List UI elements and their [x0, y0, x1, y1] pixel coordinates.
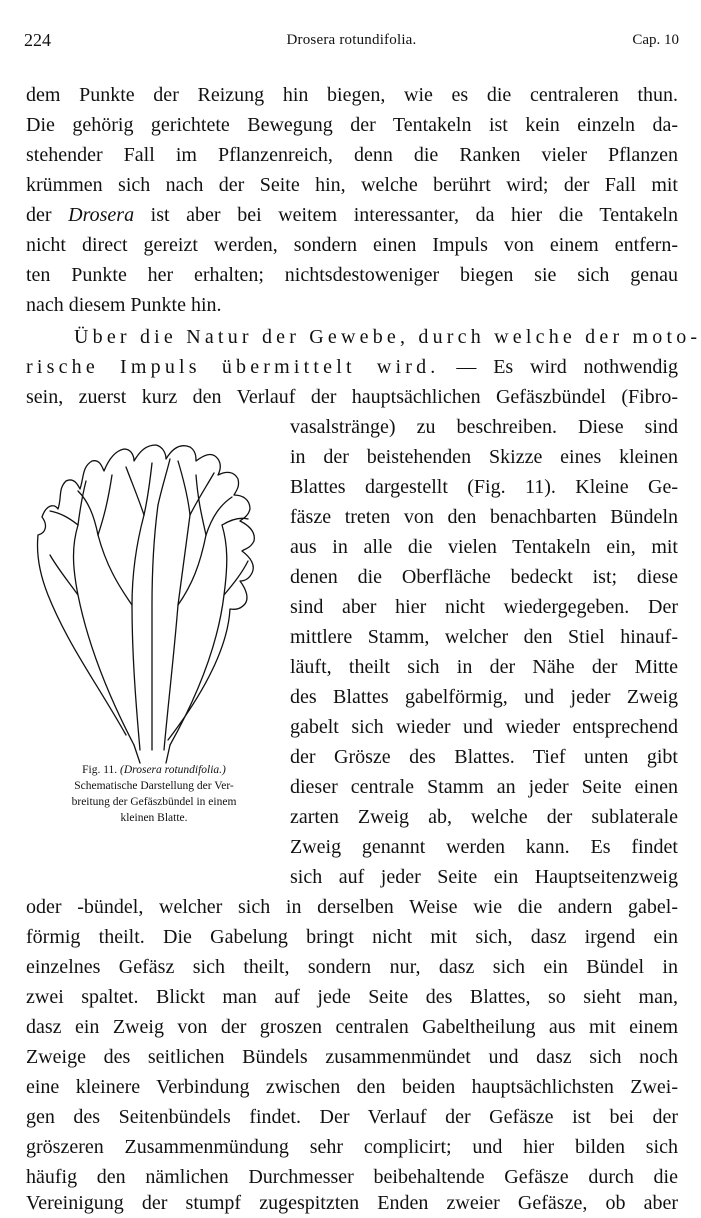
leaf-vein-illustration	[28, 405, 276, 765]
text-line: dasz ein Zweig von der groszen centralen Gabeltheilung aus mit einem	[26, 1016, 678, 1038]
text-line: oder -bündel, welcher sich in derselben Weise wie die andern gabel-	[26, 896, 678, 918]
text-line: mittlere Stamm, welcher den Stiel hinauf-	[290, 626, 678, 648]
section-heading-line	[26, 322, 701, 352]
spaced-heading: rische Impuls übermittelt wird.	[26, 356, 440, 378]
page-header	[24, 30, 679, 56]
text-fragment: der	[26, 204, 69, 226]
page-number: 224	[24, 30, 51, 50]
text-line: nach diesem Punkte hin.	[26, 294, 222, 316]
text-line: eine kleinere Verbindung zwischen den beiden hauptsächlichsten Zwei-	[26, 1076, 678, 1098]
spaced-heading: Über die Natur der Gewebe, durch welche der moto-	[74, 326, 701, 348]
text-line: Die gehörig gerichtete Bewegung der Tentakeln ist kein einzeln da-	[26, 114, 678, 136]
figure-title: (Drosera rotundifolia.)	[120, 764, 226, 776]
text-line: läuft, theilt sich in der Nähe der Mitte	[290, 656, 678, 678]
text-fragment: — Es wird nothwendig	[439, 356, 678, 378]
caption-line	[18, 762, 290, 778]
text-line: einzelnes Gefäsz sich theilt, sondern nur, dasz sich ein Bündel in	[26, 956, 678, 978]
running-head: Drosera rotundifolia.	[286, 32, 417, 48]
text-line: Vereinigung der stumpf zugespitzten Enden zweier Gefäsze, ob aber	[26, 1192, 678, 1214]
text-line: häufig den nämlichen Durchmesser beibehaltende Gefäsze durch die	[26, 1166, 678, 1188]
text-line: Zweige des seitlichen Bündels zusammenmündet und dasz sich noch	[26, 1046, 678, 1068]
text-line: krümmen sich nach der Seite hin, welche berührt wird; der Fall mit	[26, 174, 678, 196]
text-line: gen des Seitenbündels findet. Der Verlauf der Gefäsze ist bei der	[26, 1106, 678, 1128]
caption-line: kleinen Blatte.	[120, 812, 188, 824]
text-line: Zweig genannt werden kann. Es findet	[290, 836, 678, 858]
leaf-figure	[28, 405, 276, 765]
text-line: vasalstränge) zu beschreiben. Diese sind	[290, 416, 678, 438]
text-line: gröszeren Zusammenmündung sehr complicirt; und hier bilden sich	[26, 1136, 678, 1158]
text-line: des Blattes gabelförmig, und jeder Zweig	[290, 686, 678, 708]
caption-line: breitung der Gefäszbündel in einem	[71, 796, 237, 808]
text-line	[26, 200, 678, 230]
figure-number: Fig. 11.	[82, 764, 118, 776]
text-line: gabelt sich wieder und wieder entsprechend	[290, 716, 678, 738]
text-line: in der beistehenden Skizze eines kleinen	[290, 446, 678, 468]
text-line: zwei spaltet. Blickt man auf jede Seite des Blattes, so sieht man,	[26, 986, 678, 1008]
text-line: stehender Fall im Pflanzenreich, denn die Ranken vieler Pflanzen	[26, 144, 678, 166]
text-line: aus in alle die vielen Tentakeln ein, mit	[290, 536, 678, 558]
figure-caption	[18, 762, 290, 826]
text-line: denen die Oberfläche bedeckt ist; diese	[290, 566, 678, 588]
text-line: fäsze treten von den benachbarten Bündeln	[290, 506, 678, 528]
text-line: sind aber hier nicht wiedergegeben. Der	[290, 596, 678, 618]
text-line: Blattes dargestellt (Fig. 11). Kleine Ge-	[290, 476, 678, 498]
italic-term: Drosera	[68, 204, 135, 226]
text-line: der Grösze des Blattes. Tief unten gibt	[290, 746, 678, 768]
text-line: förmig theilt. Die Gabelung bringt nicht mit sich, dasz irgend ein	[26, 926, 678, 948]
text-line: sich auf jeder Seite ein Hauptseitenzweig	[290, 866, 678, 888]
text-line: ten Punkte her erhalten; nichtsdestoweniger biegen sie sich genau	[26, 264, 678, 286]
text-fragment: ist aber bei weitem interessanter, da hier die Tentakeln	[134, 204, 678, 226]
text-line: nicht direct gereizt werden, sondern einen Impuls von einem entfern-	[26, 234, 678, 256]
text-line: dieser centrale Stamm an jeder Seite einen	[290, 776, 678, 798]
text-line: dem Punkte der Reizung hin biegen, wie es die centraleren thun.	[26, 84, 678, 106]
text-line: sein, zuerst kurz den Verlauf der hauptsächlichen Gefäszbündel (Fibro-	[26, 386, 678, 408]
caption-line: Schematische Darstellung der Ver-	[74, 780, 234, 792]
text-line: zarten Zweig ab, welche der sublaterale	[290, 806, 678, 828]
chapter-label: Cap. 10	[632, 32, 679, 48]
section-heading-line	[26, 352, 678, 382]
